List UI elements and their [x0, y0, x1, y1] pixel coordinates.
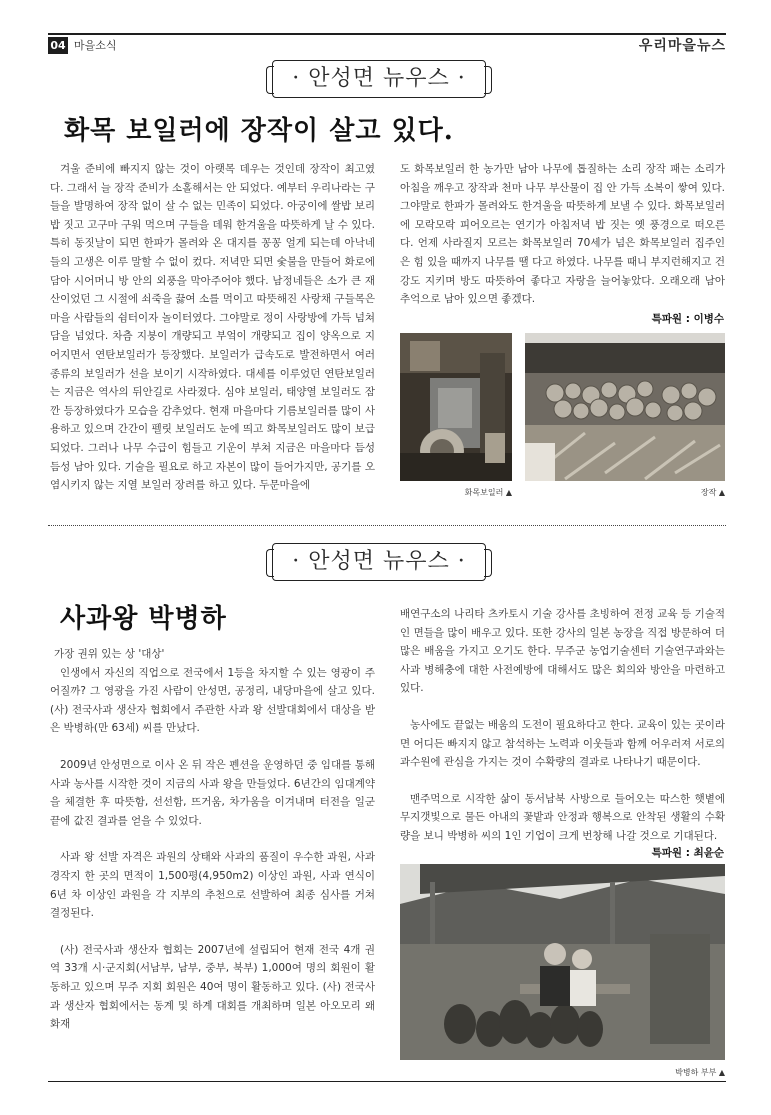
article-paragraph: 도 화목보일러 한 농가만 남아 나무에 톱질하는 소리 장작 패는 소리가 아침을 깨우고 장작과 천마 나무 부산물이 집 안 가득 소복이 쌓여 있다. 그야말로 한파가 몰려와도 한겨울을 따뜻하게 보낼 수 있다. 화목보일러에 모락모락 피어오르는 연기가 아침저녁 밥 짓는 옛 풍경으로 떠오른다. 언제 사라질지 모르는 화목보일러 70세가 넘은 화목보일러 집주인은 힘 있을 때까지 나무를 땔 다고 하였다. 나무를 때니 부지런해지고 건강도 지키며 방도 따뜻하여 좋다고 자랑을 늘어놓았다. 오래오래 남아 추억으로 남아 있으면 좋겠다.: [400, 163, 725, 306]
firewood-photo: [525, 333, 725, 481]
article-paragraph: 사과 왕 선발 자격은 과원의 상태와 사과의 품질이 우수한 과원, 사과 경작지 한 곳의 면적이 1,500평(4,950m2) 이상인 과원, 사과 연식이 6년 차 이상인 과원을 각 지부의 추천으로 선발하여 최종 심사를 거쳐 결정된다.: [50, 851, 375, 920]
article-paragraph: 겨울 준비에 빠지지 않는 것이 아랫목 데우는 것인데 장작이 최고였다. 그래서 늘 장작 준비가 소홀해서는 안 되었다. 예부터 우리나라는 구들을 발명하여 장작 없이 살 수 없는 민족이 되었다. 아궁이에 쌀밥 보리밥 짓고 고구마 구워 먹으며 구들을 데워 한겨울을 따뜻하게 날 수 있다. 특히 동짓날이 되면 한파가 몰려와 온 대지를 꽁꽁 얼게 되는데 아낙네들의 고생은 이루 말할 수 없이 컸다. 저녁만 되면 숯불을 만들어 화로에 담아 시어머니 방 안의 외풍을 막아주어야 했다. 남정네들은 소가 큰 재산이었던 그 시절에 쇠죽을 끓여 소를 먹이고 따뜻해진 사랑채 구들목은 마을 사람들의 쉼터이자 놀이터였다. 그야말로 정이 사랑방에 가득 넘쳐 담을 넘었다. 차츰 지붕이 개량되고 부엌이 개량되고 집이 양옥으로 지어지면서 연탄보일러가 등장했다. 보일러가 급속도로 발전하면서 여러 종류의 보일러가 선을 보이기 시작하였다. 대세를 이루었던 연탄보일러는 지금은 역사의 뒤안길로 사라졌다. 심야 보일러, 태양열 보일러도 잠깐 등장하였다가 모습을 감추었다. 현재 마을마다 기름보일러를 많이 사용하고 있으며 간간이 펠릿 보일러도 눈에 띄고 화목보일러도 많이 보급되었다. 그러나 나무 수급이 힘들고 기운이 부쳐 지금은 마을마다 듬성듬성 남아 있다. 기술을 필요로 하고 자본이 많이 들어가지만, 공기를 오염시키지 않는 지열 보일러 장려를 하고 있다. 두문마을에: [50, 163, 375, 492]
article-paragraph: 배연구소의 나리타 츠카토시 기술 강사를 초빙하여 전정 교육 등 기술적인 면들을 많이 배우고 있다. 또한 강사의 일본 농장을 직접 방문하여 더 많은 배움을 가지고 오기도 한다. 무주군 농업기술센터 기술연구과와는 사과 병해충에 대한 사전예방에 대해서도 많은 회의와 방안을 마련하고 있다.: [400, 608, 725, 695]
article-right-column: [400, 160, 725, 309]
section-divider: [48, 525, 726, 526]
byline: 특파원 : 최윤순: [651, 847, 724, 859]
article-left-column: [50, 645, 375, 1034]
page-number: 04: [48, 37, 68, 54]
banner-text: · 안성면 뉴우스 ·: [292, 66, 466, 91]
article-right-column: [400, 605, 725, 846]
article-title: 화목 보일러에 장작이 살고 있다.: [64, 116, 454, 146]
section-banner: [272, 60, 486, 98]
couple-photo: [400, 864, 725, 1060]
article-paragraph: 2009년 안성면으로 이사 온 뒤 작은 펜션을 운영하던 중 임대를 통해 사과 농사를 시작한 것이 지금의 사과 왕을 만들었다. 6년간의 임대계약을 체결한 후 따뜻함, 선선함, 뜨거움, 차가움을 이겨내며 터전을 일군 끝에 값진 결과를 얻을 수 있었다.: [50, 758, 375, 827]
header-rule: [48, 33, 726, 35]
photo-caption: 화목보일러 ▲: [464, 488, 512, 497]
byline: 특파원 : 이병수: [651, 313, 724, 325]
section-banner: [272, 543, 486, 581]
photo-caption: 장작 ▲: [700, 488, 725, 497]
article-left-column: [50, 160, 375, 495]
banner-text: · 안성면 뉴우스 ·: [292, 549, 466, 574]
article-paragraph: 농사에도 끝없는 배움의 도전이 필요하다고 한다. 교육이 있는 곳이라면 어디든 빠지지 않고 참석하는 노력과 이웃들과 함께 어우러져 서로의 과수원에 관심을 가지는 것이 수확량의 결과로 나타나기 때문이다.: [400, 718, 725, 769]
boiler-photo: [400, 333, 512, 481]
article-title: 사과왕 박병하: [60, 604, 227, 634]
footer-rule: [48, 1081, 726, 1082]
photo-caption: 박병하 부부 ▲: [675, 1068, 725, 1077]
article-paragraph: 인생에서 자신의 직업으로 전국에서 1등을 차지할 수 있는 영광이 주어질까? 그 영광을 가진 사람이 안성면, 공정리, 내당마을에 살고 있다. (사) 전국사과 생산자 협회에서 주관한 사과 왕 선발대회에서 대상을 받은 박병하(만 63세) 씨를 만났다.: [50, 666, 375, 735]
article-subhead: 가장 권위 있는 상 '대상': [54, 648, 165, 660]
masthead-logo: 우리마을뉴스: [638, 38, 726, 54]
article-paragraph: (사) 전국사과 생산자 협회는 2007년에 설립되어 현재 전국 4개 권역 33개 시·군지회(서남부, 남부, 중부, 북부) 1,000여 명의 회원이 활동하고 있으며 무주 지회 회원은 40여 명이 활동하고 있다. (사) 전국사과 생산자 협회에서는 동계 및 하계 대회를 개최하며 일본 아오모리 왜화재: [50, 943, 375, 1031]
section-name: 마을소식: [74, 39, 117, 52]
article-paragraph: 맨주먹으로 시작한 삶이 동서남북 사방으로 들어오는 따스한 햇볕에 무지갯빛으로 물든 아내의 꽃밭과 안정과 행복으로 안착된 생활의 수확량을 보니 박병하 씨의 1인 기업이 크게 번창해 나갈 것으로 기대된다.: [400, 792, 725, 842]
